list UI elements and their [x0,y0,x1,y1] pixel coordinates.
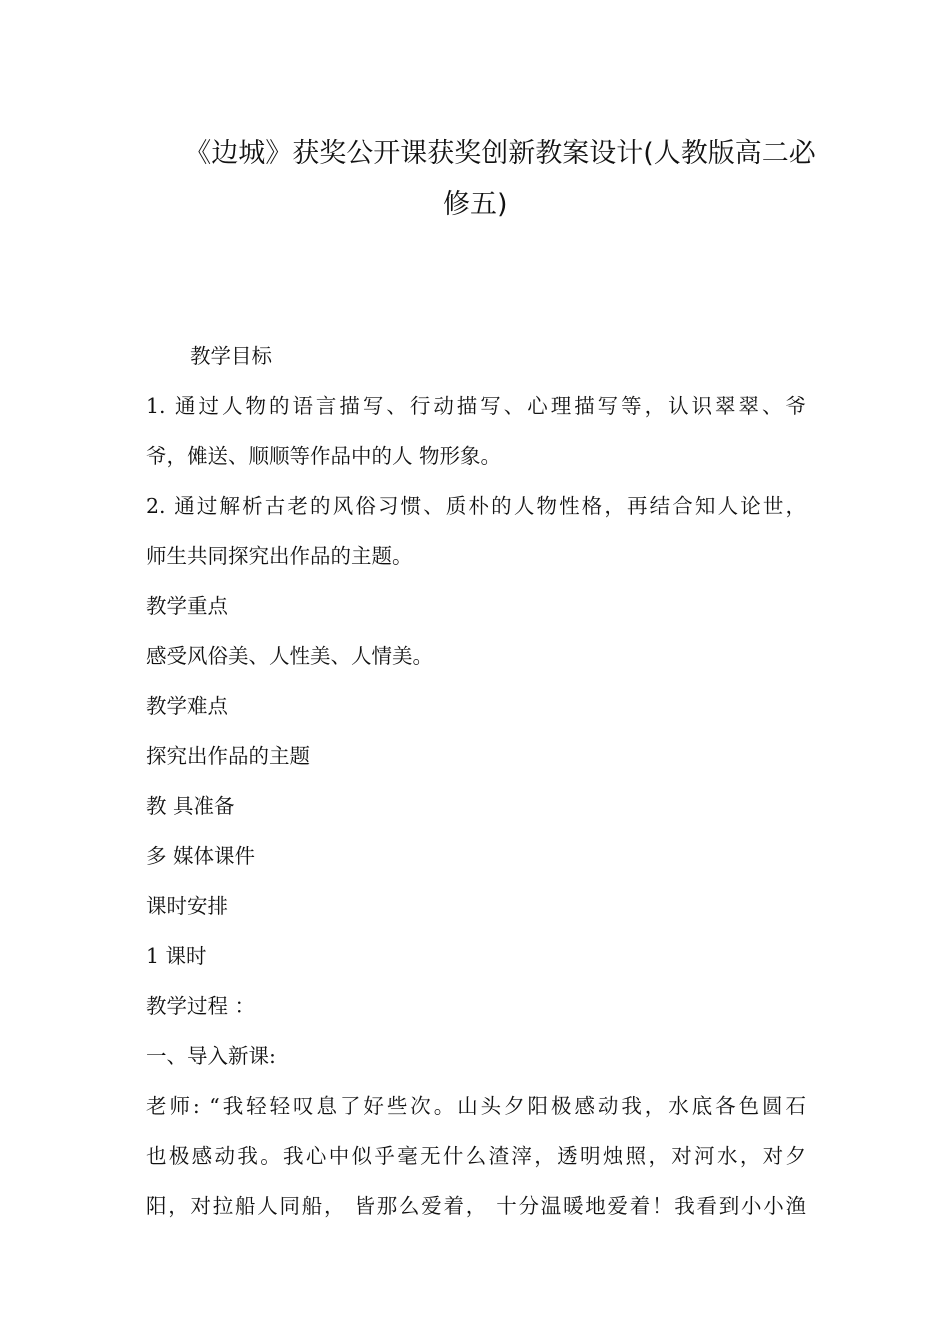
quote-line-2: 也极感动我。我心中似乎毫无什么渣滓，透明烛照，对河水，对夕 [146,1144,806,1168]
heading-teaching-goals: 教学目标 [190,344,272,368]
goal-1-line-2: 爷，傩送、顺顺等作品中的人 物形象。 [146,444,502,468]
key-points-text: 感受风俗美、人性美、人情美。 [146,644,433,668]
difficulties-text: 探究出作品的主题 [146,744,310,768]
document-body [146,331,806,1231]
title-line-1: 《边城》获奖公开课获奖创新教案设计(人教版高二必 [184,138,816,169]
quote-line-1: 老师: “我轻轻叹息了好些次。山头夕阳极感动我，水底各色圆石 [146,1094,806,1118]
section-intro: 一、导入新课: [146,1044,276,1068]
title-line-2: 修五) [443,189,508,220]
goal-2-line-1: 2. 通过解析古老的风俗习惯、质朴的人物性格，再结合知人论世， [146,494,806,518]
heading-materials: 教 具准备 [146,794,235,818]
schedule-text: 1 课时 [146,944,207,968]
quote-line-3: 阳，对拉船人同船， 皆那么爱着， 十分温暖地爱着！我看到小小渔 [146,1194,806,1218]
heading-difficulties: 教学难点 [146,694,228,718]
goal-1-line-1: 1. 通过人物的语言描写、行动描写、心理描写等，认识翠翠、爷 [146,394,806,418]
heading-key-points: 教学重点 [146,594,228,618]
materials-text: 多 媒体课件 [146,844,256,868]
document-title [180,128,820,230]
goal-2-line-2: 师生共同探究出作品的主题。 [146,544,413,568]
heading-process: 教学过程 ： [146,994,256,1018]
heading-schedule: 课时安排 [146,894,228,918]
